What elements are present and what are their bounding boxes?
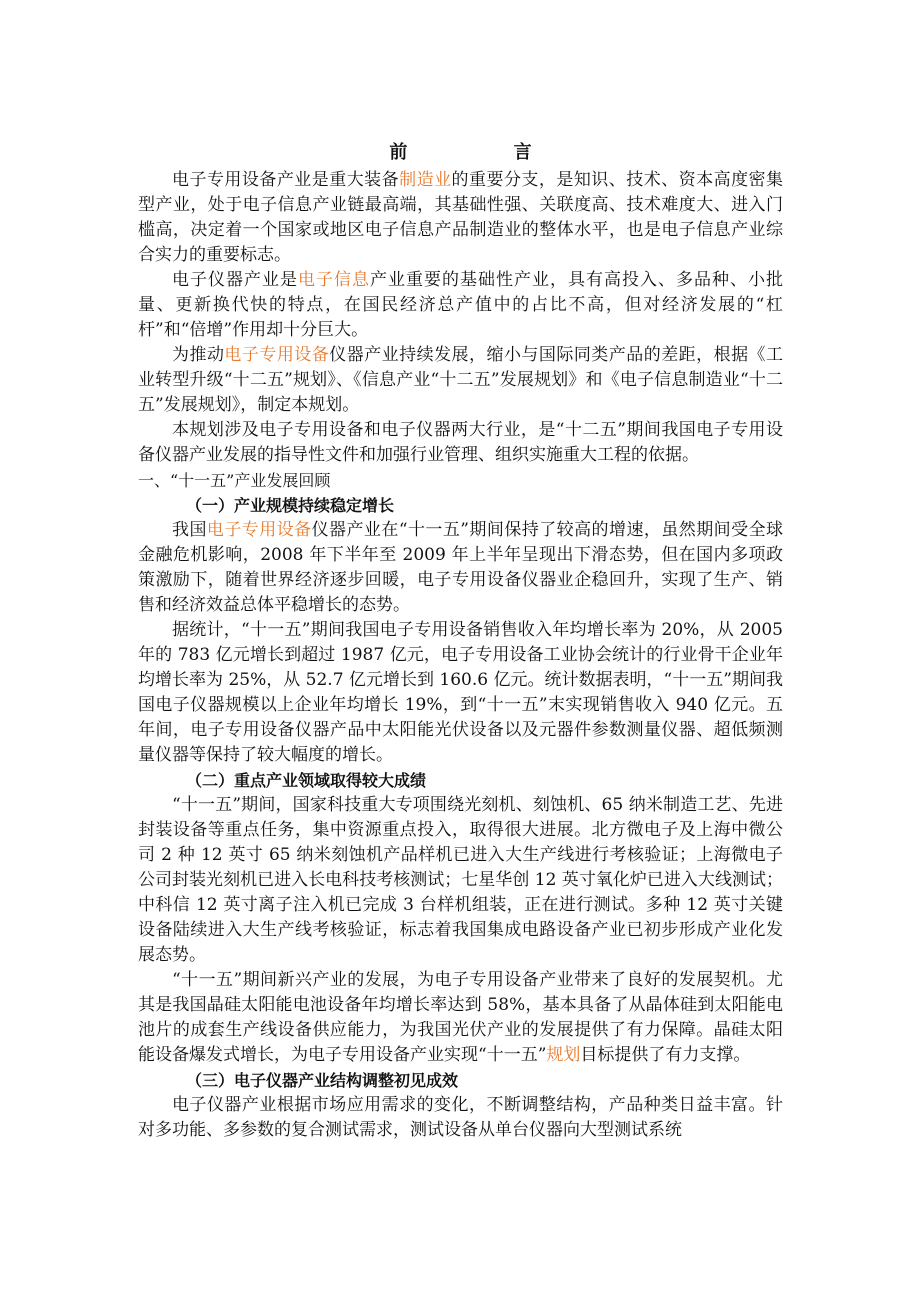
paragraph: “十一五”期间，国家科技重大专项围绕光刻机、刻蚀机、65 纳米制造工艺、先进封装设备等重点任务，集中资源重点投入，取得很大进展。北方微电子及上海中微公司 2 种 12 英寸 65 纳米刻蚀机产品样机已进入大生产线进行考核验证；上海微电子公司封装光刻机已进入长电科技考核测试；七星华创 12 英寸氧化炉已进入大线测试；中科信 12 英寸离子注入机已完成 3 台样机组装，正在进行测试。多种 12 英寸关键设备陆续进入大生产线考核验证，标志着我国集成电路设备产业已初步形成产业化发展态势。: [138, 795, 783, 965]
subsection-heading: （二）重点产业领域取得较大成绩: [186, 771, 427, 790]
paragraph-text: 仪器产业持续发展，缩小与国际同类产品的差距，根据《工业转型升级“十二五”规划》、《信息产业“十二五”发展规划》和《电子信息制造业“十二五”发展规划》，制定本规划。: [138, 345, 784, 415]
section-heading: 一、“十一五”产业发展回顾: [138, 471, 331, 490]
hyperlink-special-equipment[interactable]: 电子专用设备: [224, 345, 330, 365]
paragraph: [138, 168, 783, 268]
paragraph-text: 我国: [172, 520, 207, 540]
paragraph-text: 目标提供了有力支撑。: [580, 1045, 751, 1065]
paragraph: [138, 268, 783, 343]
paragraph: [138, 343, 783, 418]
page-title: 前 言: [389, 142, 582, 163]
paragraph: [138, 968, 783, 1068]
paragraph: 电子仪器产业根据市场应用需求的变化，不断调整结构，产品种类日益丰富。针对多功能、多参数的复合测试需求，测试设备从单台仪器向大型测试系统: [138, 1095, 783, 1140]
paragraph-text: 电子专用设备产业是重大装备: [172, 170, 400, 190]
paragraph-text: 为推动: [172, 345, 225, 365]
hyperlink-special-equipment-2[interactable]: 电子专用设备: [206, 520, 312, 540]
paragraph-text: “十一五”期间新兴产业的发展，为电子专用设备产业带来了良好的发展契机。尤其是我国晶硅太阳能电池设备年均增长率达到 58%，基本具备了从晶体硅到太阳能电池片的成套生产线设备供应能力，为我国光伏产业的发展提供了有力保障。晶硅太阳能设备爆发式增长，为电子专用设备产业实现“十一五”: [138, 970, 783, 1065]
paragraph-text: 产业重要的基础性产业，具有高投入、多品种、小批量、更新换代快的特点，在国民经济总产值中的占比不高，但对经济发展的“杠杆”和“倍增”作用却十分巨大。: [138, 270, 783, 340]
paragraph: 本规划涉及电子专用设备和电子仪器两大行业，是“十二五”期间我国电子专用设备仪器产业发展的指导性文件和加强行业管理、组织实施重大工程的依据。: [138, 420, 783, 465]
hyperlink-plan[interactable]: 规划: [546, 1045, 581, 1065]
paragraph-text: 电子仪器产业是: [172, 270, 298, 290]
paragraph: [138, 518, 783, 618]
hyperlink-manufacturing[interactable]: 制造业: [399, 170, 452, 190]
subsection-heading: （三）电子仪器产业结构调整初见成效: [186, 1071, 459, 1090]
hyperlink-electronic-info[interactable]: 电子信息: [298, 270, 370, 290]
paragraph-text: 的重要分支，是知识、技术、资本高度密集型产业，处于电子信息产业链最高端，其基础性强、关联度高、技术难度大、进入门槛高，决定着一个国家或地区电子信息产品制造业的整体水平，也是电子信息产业综合实力的重要标志。: [138, 170, 784, 265]
document-page: [138, 140, 783, 1143]
paragraph-text: 仪器产业在“十一五”期间保持了较高的增速，虽然期间受全球金融危机影响，2008 年下半年至 2009 年上半年呈现出下滑态势，但在国内多项政策激励下，随着世界经济逐步回暖，电子专用设备仪器业企稳回升，实现了生产、销售和经济效益总体平稳增长的态势。: [138, 520, 784, 615]
paragraph: 据统计，“十一五”期间我国电子专用设备销售收入年均增长率为 20%，从 2005 年的 783 亿元增长到超过 1987 亿元，电子专用设备工业协会统计的行业骨干企业年均增长率为 25%，从 52.7 亿元增长到 160.6 亿元。统计数据表明，“十一五”期间我国电子仪器规模以上企业年均增长 19%，到“十一五”末实现销售收入 940 亿元。五年间，电子专用设备仪器产品中太阳能光伏设备以及元器件参数测量仪器、超低频测量仪器等保持了较大幅度的增长。: [138, 620, 783, 765]
subsection-heading: （一）产业规模持续稳定增长: [186, 496, 395, 515]
